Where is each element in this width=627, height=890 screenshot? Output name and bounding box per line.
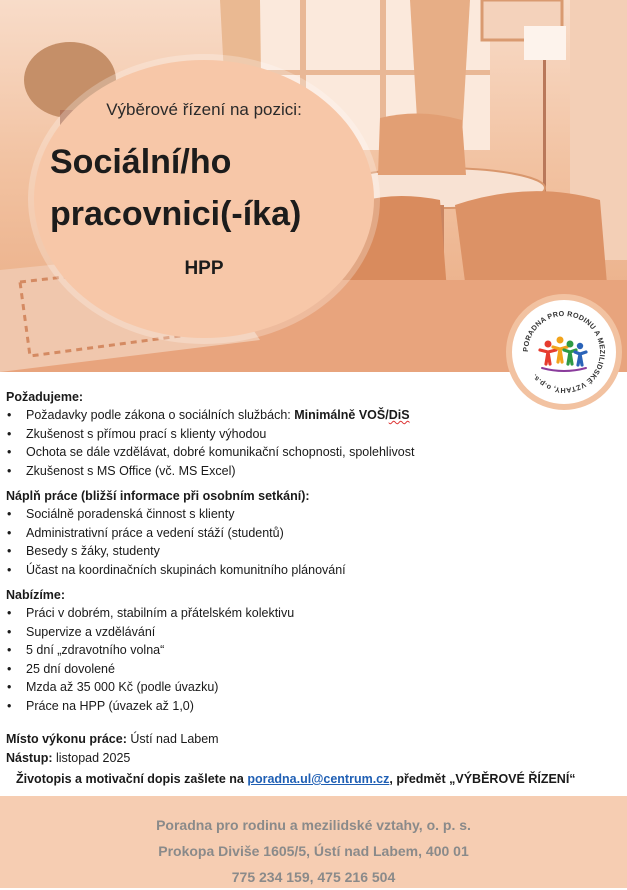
list-item: • Administrativní práce a vedení stáží (studentů) bbox=[6, 524, 526, 543]
logo-graphic bbox=[512, 300, 616, 404]
footer-address: Prokopa Diviše 1605/5, Ústí nad Labem, 400 01 bbox=[158, 843, 469, 859]
list-item: • Zkušenost s přímou prací s klienty výhodou bbox=[6, 425, 526, 444]
requirements-list bbox=[6, 406, 526, 480]
list-item: • Besedy s žáky, studenty bbox=[6, 542, 526, 561]
list-item: • Práce na HPP (úvazek až 1,0) bbox=[6, 697, 526, 716]
workplace-info bbox=[6, 730, 219, 767]
list-item: • Supervize a vzdělávání bbox=[6, 623, 526, 642]
people-figures-icon bbox=[540, 337, 586, 372]
offer-heading: Nabízíme: bbox=[6, 588, 66, 602]
footer-phones: 775 234 159, 475 216 504 bbox=[231, 869, 396, 885]
footer bbox=[0, 796, 627, 888]
start-date-line: Nástup: listopad 2025 bbox=[6, 750, 131, 765]
list-item: • Požadavky podle zákona o sociálních službách: Minimálně VOŠ/DiS bbox=[6, 406, 526, 425]
job-title bbox=[50, 136, 370, 240]
requirements-heading: Požadujeme: bbox=[6, 390, 84, 404]
subtitle: Výběrové řízení na pozici: bbox=[106, 100, 302, 119]
list-item: • Práci v dobrém, stabilním a přátelském kolektivu bbox=[6, 604, 526, 623]
duties-list bbox=[6, 505, 526, 579]
job-title-line-2: pracovnici(-íka) bbox=[50, 195, 302, 233]
workplace-line: Místo výkonu práce: Ústí nad Labem bbox=[6, 732, 219, 746]
footer-organization: Poradna pro rodinu a mezilidské vztahy, o. p. s. bbox=[156, 817, 471, 833]
offer-list bbox=[6, 604, 526, 715]
contract-type: HPP bbox=[184, 258, 224, 279]
list-item: • 25 dní dovolené bbox=[6, 660, 526, 679]
svg-text:PORADNA PRO RODINU A MEZILIDSK bbox=[521, 309, 607, 395]
list-item: • Zkušenost s MS Office (vč. MS Excel) bbox=[6, 462, 526, 481]
duties-heading: Náplň práce (bližší informace při osobním setkání): bbox=[6, 489, 310, 503]
list-item: • Mzda až 35 000 Kč (podle úvazku) bbox=[6, 678, 526, 697]
list-item: • Účast na koordinačních skupinách komunitního plánování bbox=[6, 561, 526, 580]
list-item: • 5 dní „zdravotního volna“ bbox=[6, 641, 526, 660]
email-link[interactable]: poradna.ul@centrum.cz bbox=[247, 772, 390, 786]
job-title-line-1: Sociální/ho bbox=[50, 143, 232, 181]
list-item: • Sociálně poradenská činnost s klienty bbox=[6, 505, 526, 524]
job-details bbox=[6, 388, 526, 722]
application-instructions: Životopis a motivační dopis zašlete na poradna.ul@centrum.cz, předmět „VÝBĚROVÉ ŘÍZENÍ“ bbox=[16, 772, 576, 786]
list-item: • Ochota se dále vzdělávat, dobré komunikační schopnosti, spolehlivost bbox=[6, 443, 526, 462]
logo-text: PORADNA PRO RODINU A MEZILIDSKÉ VZTAHY, o.p.s. bbox=[520, 308, 608, 396]
